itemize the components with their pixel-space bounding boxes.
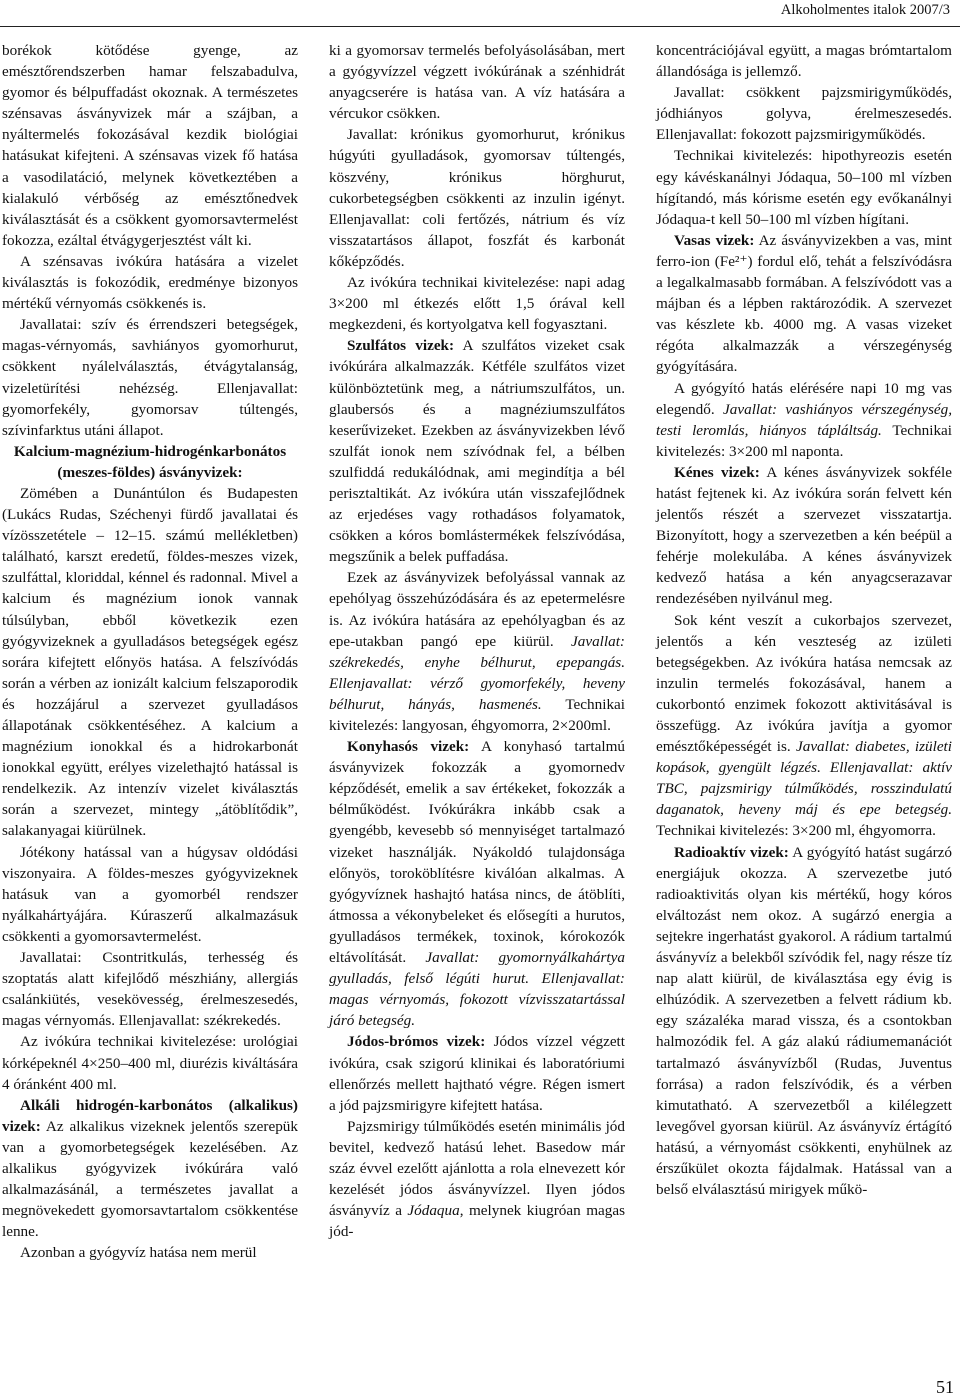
italic-text: Jódaqua (407, 1202, 460, 1220)
text-run: Jódos vízzel végzett ivókúra, csak szigorú klinikai és laboratóriumi ellenőrzés mellett hajtható végre. Régen ismert a jód pajzsmirigyre kifejtett hatása. (329, 1033, 625, 1114)
bold-heading: Alkáli hidrogén-karbonátos (alkalikus) vizek: (2, 1096, 298, 1135)
text-run: Javallatai: szív és érrendszeri betegségek, magas-vérnyomás, savhiányos gyomorhurut, csökkent nyálelválasztás, étvágytalanság, vizeletürítési nehézség. Ellenjavallat: gyomorfekély, gyomorsav túltengés, szívinfarktus utáni állapot. (2, 316, 298, 439)
paragraph (656, 842, 952, 1201)
text-run: A gyógyító hatás elérésére napi 10 mg vas elegendő. (656, 379, 952, 418)
running-header: Alkoholmentes italok 2007/3 (780, 2, 950, 18)
paragraph (656, 230, 952, 378)
text-run: Zömében a Dunántúlon és Budapesten (Lukács Rudas, Széchenyi fürdő javallatai és vízösszetétele – 12–15. számú mellékletben) található, karszt eredetű, földes-meszes vizek, szulfáttal, kloriddal, kénnel és radonnal. Mivel a kalcium és magnézium ionok vannak túlsúlyban, ebből következik ezen gyógyvizeknek a gyulladásos betegségek egész sorára kifejtett előnyös hatása. A felszívódás során a vérben az ionizált kalcium felszaporodik és hozzájárul a szervezet gyulladásos állapotának csökkentéséhez. A kalcium a magnézium ionokkal és a hidrokarbonát ionokkal együtt, erélyes vizelethajtó hatással is rendelkezik. Az intenzív vizelet kiválasztás során a szervezet, mintegy „átöblítődik”, salakanyagai kiürülnek. (2, 484, 298, 840)
paragraph (329, 736, 625, 1031)
text-run: Technikai kivitelezés: langyosan, éhgyomorra, 2×200ml. (329, 695, 625, 734)
italic-text: Javallat: diabetes, izületi kopások, gyengült légzés. Ellenjavallat: aktív TBC, pajzsmirigy túlműködés, rosszindulatú daganatok, heveny máj és epe betegség. (656, 738, 952, 819)
text-run: Az ásványvizekben a vas, mint ferro-ion (Fe²⁺) fordul elő, tehát a felszívódásra a legalkalmasabb formában. A felszívódott vas a májban és a lépben raktározódik. A szervezet vas készlete kb. 4000 mg. A vasas vizeket régóta alkalmazzák a vérszegénység gyógyítására. (656, 231, 952, 376)
text-run: Az ivókúra technikai kivitelezése: urológiai kórképeknél 4×250–400 ml, diurézis kiváltására 4 óránként 400 ml. (2, 1033, 298, 1093)
paragraph (656, 378, 952, 462)
text-run: Javallat: krónikus gyomorhurut, krónikus húgyúti gyulladások, gyomorsav túltengés, köszvény, krónikus hörghurut, cukorbetegségben csökkenti az inzulin igényt. Ellenjavallat: coli fertőzés, nátrium és víz visszatartásos állapot, foszfát és karbonát kőképződés. (329, 126, 625, 270)
paragraph (656, 145, 952, 229)
text-run: Jótékony hatással van a húgysav oldódási viszonyaira. A földes-meszes gyógyvizeknek hatásuk van a gyomorbél rendszer nyálkahártyájára. Kúraszerű alkalmazásuk csökkenti a gyomorsavtermelést. (2, 843, 298, 945)
text-run: A konyhasó tartalmú ásványvizek fokozzák a gyomornedv képződését, emelik a sav értékeket, fokozzák a bélműködést. Ivókúrákra inkább csak a gyengébb, kevesebb só mennyiséget tartalmazó vizeket használják. Nyákoldó tulajdonsága előnyös, toroköblítésre kiválóan alkalmas. A gyógyvíznek hashajtó hatása nincs, de átöblíti, átmossa a vékonybeleket és elősegíti a hurutos, gyulladásos termékek, toxinok, kórokozók eltávolítását. (329, 738, 625, 967)
text-run: Javallatai: Csontritkulás, terhesség és szoptatás alatt kifejlődő mészhiány, allergiás csalánkiütés, vesekövesség, érelmeszesedés, magas vérnyomás. Ellenjavallat: székrekedés. (2, 949, 298, 1030)
text-run: Ezek az ásványvizek befolyással vannak az epehólyag összehúzódására és az epetermelésre is. Az ivókúra hatására az epehólyagban és az epe-utakban pangó epe kiürül. (329, 569, 625, 650)
text-run: A szulfátos vizeket csak ivókúrára alkalmazzák. Kétféle szulfátos vizet különböztetünk meg, a nátriumszulfátos, un. glaubersós és a magnéziumszulfátos keserűvizeket. Ezekben az ásványvizekben lévő szulfát ionok nem szívódnak fel, a bélben szulfiddá redukálódnak, ami megindítja a bél perisztaltikát. Az ivókúra után visszafejlődnek az erjedéses vagy rothadásos folyamatok, csökken a kóros bomlástermékek felszívódása, megszűnik a belek puffadása. (329, 337, 625, 566)
paragraph (2, 40, 298, 251)
bold-heading: Vasas vizek: (674, 231, 755, 249)
text-run: Sok ként veszít a cukorbajos szervezet, jelentős a kén veszteség az izületi betegségekben. Az ivókúra hatása nemcsak az inzulin termelés fokozásával, hanem a cukorbontó enzimek fokozott aktivitásával is összefügg. Az ivókúra javítja a gyomor emésztőképességét is. (656, 611, 952, 756)
text-run: Az alkalikus vizeknek jelentős szerepük van a gyomorbetegségek kezelésében. Az alkalikus gyógyvizek ivókúrára való alkalmazásánál, a természetes javallat a megnövekedett gyomorsavtartalom csökkentése lenne. (2, 1117, 298, 1241)
paragraph (2, 1242, 298, 1263)
paragraph (329, 567, 625, 736)
page-number: 51 (936, 1377, 954, 1397)
text-run: ki a gyomorsav termelés befolyásolásában, mert a gyógyvízzel végzett ivókúrának a szénhidrát anyagcserére is hatása van. A víz hatására a vércukor csökken. (329, 42, 625, 123)
text-run: Pajzsmirigy túlműködés esetén minimális jód bevitel, kedvező hatású lehet. Basedow már száz évvel ezelőtt ajánlotta a rola elnevezett kór kezelését jódos ásványvízzel. Ilyen jódos ásványvíz a (329, 1117, 625, 1220)
italic-text: Javallat: vashiányos vérszegénység, testi leromlás, hiányos tápláltság. (656, 400, 952, 439)
paragraph (2, 483, 298, 842)
paragraph (656, 462, 952, 610)
paragraph (656, 40, 952, 82)
bold-heading: Radioaktív vizek: (674, 843, 789, 861)
paragraph (2, 1095, 298, 1243)
text-run: Javallat: csökkent pajzsmirigyműködés, jódhiányos golyva, érelmeszesedés. Ellenjavallat: fokozott pajzsmirigyműködés. (656, 84, 952, 144)
text-run: Az ivókúra technikai kivitelezése: napi adag 3×200 ml étkezés előtt 1,5 órával kell megkezdeni, és kortyolgatva kell fogyasztani. (329, 274, 625, 334)
text-run: Technikai kivitelezés: 3×200 ml, éhgyomorra. (656, 822, 936, 840)
bold-heading: Konyhasós vizek: (347, 738, 470, 756)
bold-heading: Kénes vizek: (674, 463, 760, 481)
text-run: Technikai kivitelezés: 3×200 ml naponta. (656, 421, 953, 460)
bold-heading: Kalcium-magnézium-hidrogénkarbonátos (meszes-földes) ásványvizek: (13, 442, 287, 481)
text-run: koncentrációjával együtt, a magas brómtartalom állandósága is jellemző. (656, 42, 952, 81)
paragraph (329, 124, 625, 272)
paragraph (329, 335, 625, 567)
paragraph (656, 82, 952, 145)
paragraph (2, 1031, 298, 1094)
italic-text: Javallat: székrekedés, enyhe bélhurut, epepangás. Ellenjavallat: vérző gyomorfekély, heveny bélhurut, hányás, hasmenés. (329, 632, 625, 713)
text-run: A gyógyító hatást sugárzó energiájuk okozza. A szervezetbe jutó radioaktivitás olyan kis mértékű, hogy kóros elváltozást nem okoz. A sugárzó energia a sejtekre ingerhatást gyakorol. A rádium tartalmú ásványvíz a belekből szívódik fel, nagy része tíz nap alatt kiürül, de kiválasztása egy évig is elhúzódik. A szervezetben a felvett rádium kb. egy százaléka marad vissza, és a csontokban halmozódik fel. A gáz alakú rádiumemanációt tartalmazó ásványvízből (Rudas, Juventus forrása) a radon felszívódik, és a vérben kimutatható. A szervezetből a kilélegzett levegővel gyorsan kiürül. Az ásványvíz értágító hatású, a vérnyomást csökkenti, enyhülnek az érszűkület okozta fájdalmak. Hatással van a belső elválasztású mirigyek műkö- (656, 843, 952, 1199)
paragraph (329, 40, 625, 124)
paragraph (2, 441, 298, 483)
text-run: A kénes ásványvizek sokféle hatást fejtenek ki. Az ivókúra során felvett kén jelentős részét a szervezet visszatartja. Bizonyított, hogy a szervezetben a kén beépül a fehérje molekulába. A kénes ásványvizek kedvező hatása a kén anyagcserazavar rendezésében nyilvánul meg. (656, 463, 953, 608)
paragraph (656, 610, 952, 842)
bold-heading: Szulfátos vizek: (347, 337, 455, 355)
paragraph (2, 251, 298, 314)
header-rule (0, 26, 960, 27)
text-column-3 (656, 40, 952, 1200)
italic-text: Javallat: gyomornyálkahártya gyulladás, felső légúti hurut. Ellenjavallat: magas vérnyomás, fokozott vízvisszatartással járó betegség. (329, 949, 625, 1030)
text-run: A szénsavas ivókúra hatására a vizelet kiválasztás is fokozódik, eredménye bizonyos mértékű vérnyomás csökkenés is. (2, 252, 298, 313)
paragraph (2, 842, 298, 947)
paragraph (2, 314, 298, 441)
text-run: , melynek kiugróan magas jód- (329, 1202, 625, 1241)
paragraph (2, 947, 298, 1031)
text-column-1 (2, 40, 298, 1263)
bold-heading: Jódos-brómos vizek: (347, 1033, 486, 1051)
text-run: Technikai kivitelezés: hipothyreozis esetén egy kávéskanálnyi Jódaqua, 50–100 ml vízben hígítandó, más kórisme esetén egy evőkanálnyi Jódaqua-t kell 50–100 ml vízben hígítani. (656, 147, 952, 228)
paragraph (329, 1031, 625, 1115)
text-run: borékok kötődése gyenge, az emésztőrendszerben hamar felszabadulva, gyomor és bélpuffadást okoznak. A természetes szénsavas ásványvizek már a szájban, a nyáltermelés fokozásával kezdik biológiai hatásukat kifejteni. A szénsavas vizek fő hatása a vasodilatáció, melynek következtében a kialakuló vérbőség az emésztőnedvek kiválasztását és a csökkent gyomorsavtermelést fokozza, ezáltal étvágygerjesztést vált ki. (2, 42, 298, 249)
text-run: Azonban a gyógyvíz hatása nem merül (20, 1244, 257, 1262)
text-column-2 (329, 40, 625, 1242)
paragraph (329, 272, 625, 335)
paragraph (329, 1116, 625, 1243)
